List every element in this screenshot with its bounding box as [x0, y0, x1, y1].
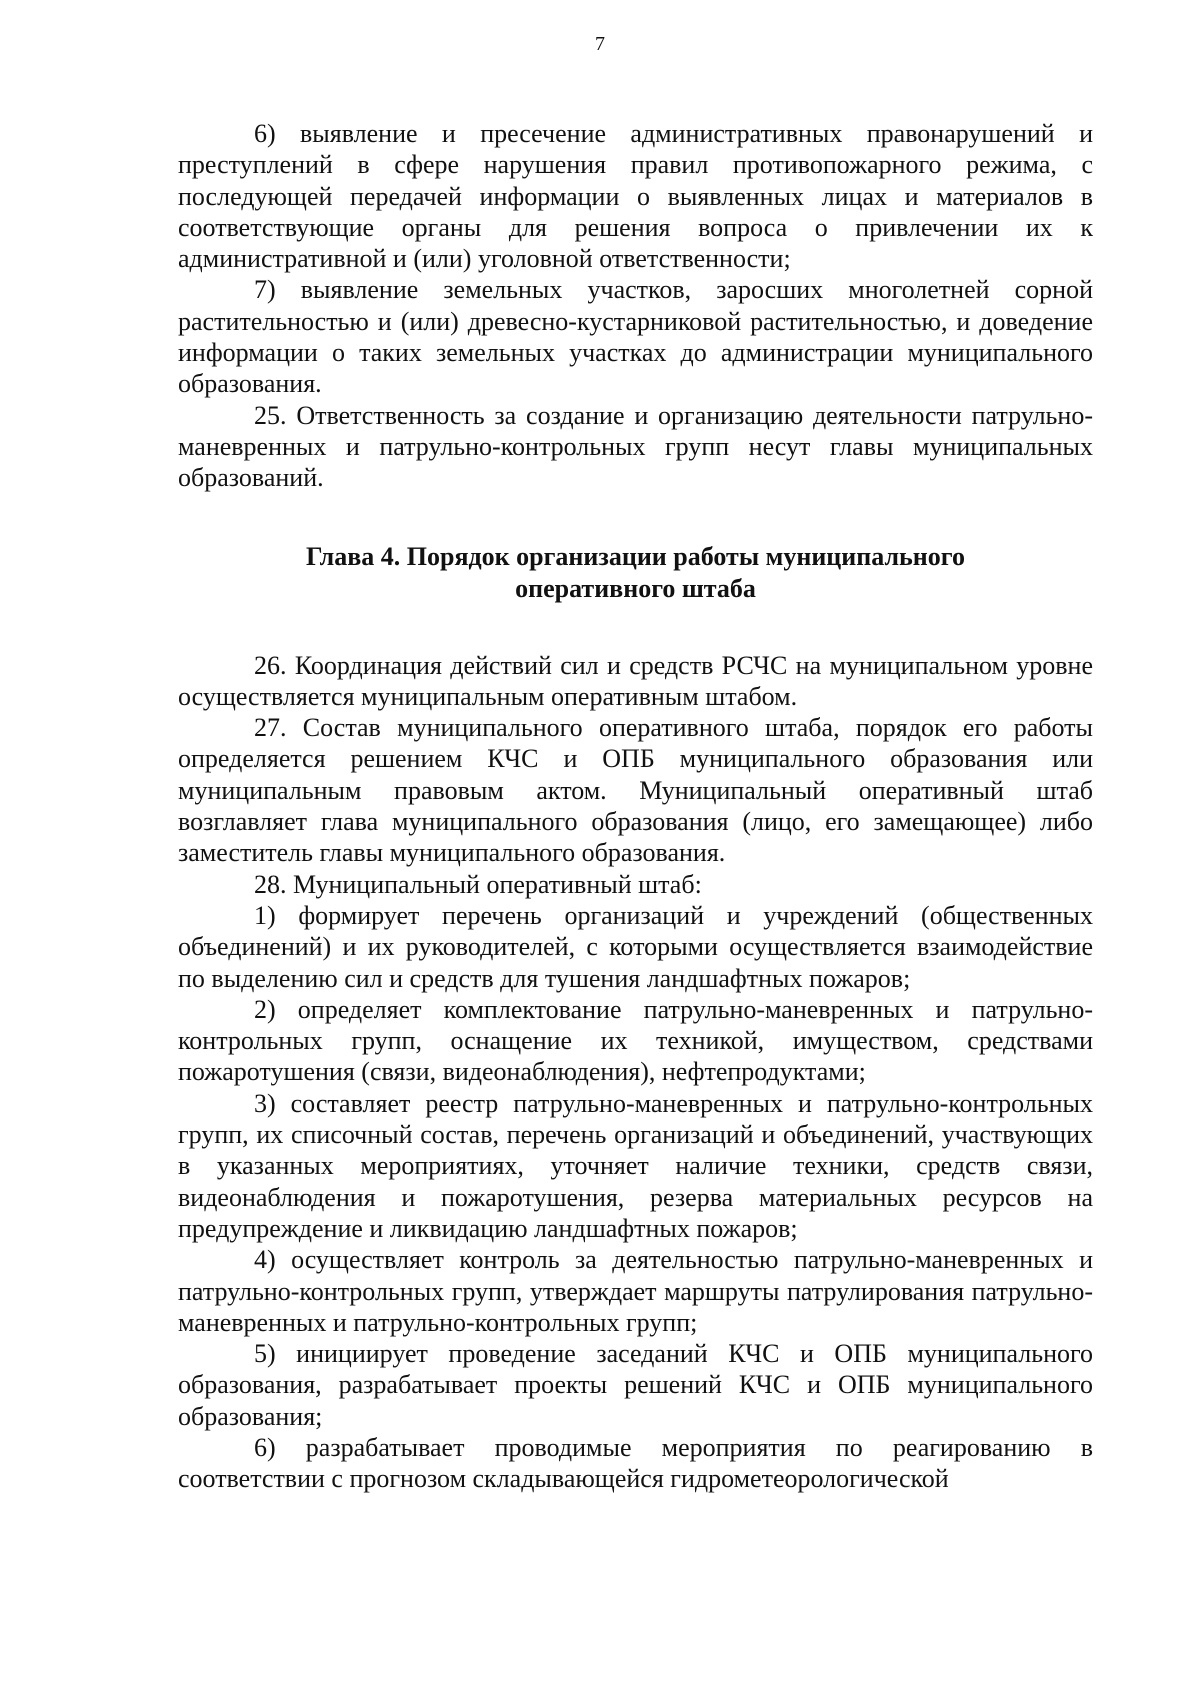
paragraph-28-item-5: 5) инициирует проведение заседаний КЧС и ОПБ муниципального образования, разрабатывает проекты решений КЧС и ОПБ муниципального образования; — [178, 1339, 1093, 1431]
paragraph-28-item-6: 6) разрабатывает проводимые мероприятия по реагированию в соответствии с прогнозом складывающейся гидрометеорологической — [178, 1432, 1093, 1494]
chapter-title — [178, 541, 1093, 605]
document-body — [178, 118, 1093, 1495]
paragraph-26: 26. Координация действий сил и средств РСЧС на муниципальном уровне осуществляется муниципальным оперативным штабом. — [178, 650, 1093, 711]
paragraph-25: 25. Ответственность за создание и организацию деятельности патрульно-маневренных и патрульно-контрольных групп несут главы муниципальных образований. — [178, 400, 1093, 493]
paragraph-28-item-3: 3) составляет реестр патрульно-маневренных и патрульно-контрольных групп, их списочный состав, перечень организаций и объединений, участвующих в указанных мероприятиях, уточняет наличие техники, средств связи, видеонаблюдения и пожаротушения, резерва материальных ресурсов на предупреждение и ликвидацию ландшафтных пожаров; — [178, 1088, 1093, 1243]
chapter-title-line-2: оперативного штаба — [515, 573, 756, 603]
paragraph-item-7: 7) выявление земельных участков, заросших многолетней сорной растительностью и (или) древесно-кустарниковой растительностью, и доведение информации о таких земельных участках до администрации муниципального образования. — [178, 275, 1093, 399]
paragraph-27: 27. Состав муниципального оперативного штаба, порядок его работы определяется решением КЧС и ОПБ муниципального образования или муниципальным правовым актом. Муниципальный оперативный штаб возглавляет глава муниципального образования (лицо, его замещающее) либо заместитель главы муниципального образования. — [178, 713, 1093, 868]
paragraph-28-item-4: 4) осуществляет контроль за деятельностью патрульно-маневренных и патрульно-контрольных групп, утверждает маршруты патрулирования патрульно-маневренных и патрульно-контрольных групп; — [178, 1245, 1093, 1337]
paragraph-28-item-1: 1) формирует перечень организаций и учреждений (общественных объединений) и их руководителей, с которыми осуществляется взаимодействие по выделению сил и средств для тушения ландшафтных пожаров; — [178, 900, 1093, 993]
section-spacer — [178, 494, 1093, 541]
paragraph-28-item-2: 2) определяет комплектование патрульно-маневренных и патрульно-контрольных групп, оснащение их техникой, имуществом, средствами пожаротушения (связи, видеонаблюдения), нефтепродуктами; — [178, 994, 1093, 1087]
paragraph-item-6: 6) выявление и пресечение административных правонарушений и преступлений в сфере нарушения правил противопожарного режима, с последующей передачей информации о выявленных лицах и материалов в соответствующие органы для решения вопроса о привлечении их к административной и (или) уголовной ответственности; — [178, 119, 1093, 274]
section-spacer — [178, 605, 1093, 650]
chapter-title-line-1: Глава 4. Порядок организации работы муниципального — [306, 541, 965, 571]
page-number: 7 — [595, 33, 605, 55]
paragraph-28: 28. Муниципальный оперативный штаб: — [254, 869, 702, 899]
